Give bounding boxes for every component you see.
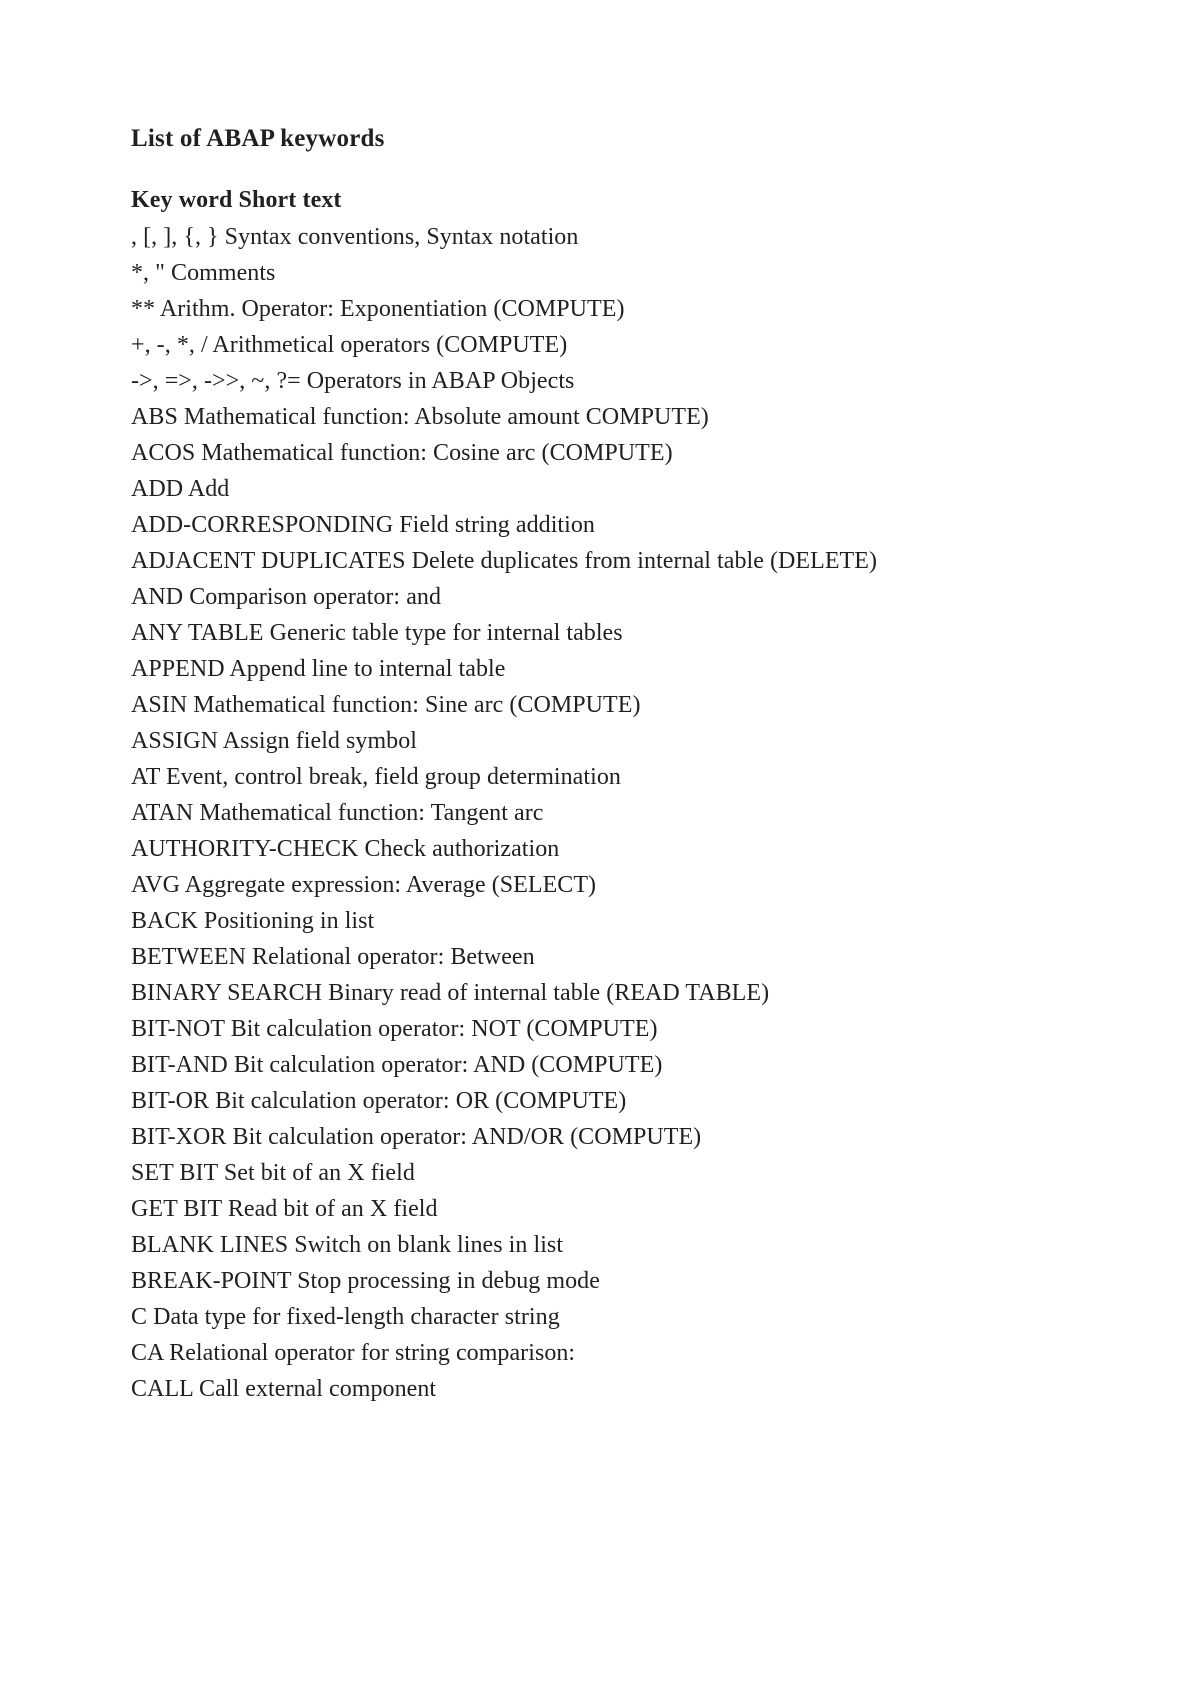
keyword-entry: AT Event, control break, field group determination [131, 764, 621, 790]
keyword-entry: ASIN Mathematical function: Sine arc (COMPUTE) [131, 692, 641, 718]
keyword-entry: BIT-AND Bit calculation operator: AND (COMPUTE) [131, 1052, 663, 1078]
keyword-entry: CALL Call external component [131, 1376, 437, 1402]
section-heading: Key word Short text [131, 187, 342, 213]
keyword-entry: C Data type for fixed-length character string [131, 1304, 560, 1330]
keyword-entry: AVG Aggregate expression: Average (SELECT) [131, 872, 597, 898]
keyword-entry: BACK Positioning in list [131, 908, 375, 934]
keyword-entry: BIT-OR Bit calculation operator: OR (COMPUTE) [131, 1088, 627, 1114]
keyword-entry: , [, ], {, } Syntax conventions, Syntax notation [131, 224, 579, 250]
keyword-entry: ADD-CORRESPONDING Field string addition [131, 512, 595, 538]
keyword-entry: BLANK LINES Switch on blank lines in list [131, 1232, 564, 1258]
page-title: List of ABAP keywords [131, 125, 385, 152]
keyword-entry: BINARY SEARCH Binary read of internal table (READ TABLE) [131, 980, 770, 1006]
keyword-entry: ADD Add [131, 476, 230, 502]
keyword-entry: AUTHORITY-CHECK Check authorization [131, 836, 560, 862]
keyword-entry: ACOS Mathematical function: Cosine arc (COMPUTE) [131, 440, 673, 466]
keyword-entry: BIT-XOR Bit calculation operator: AND/OR (COMPUTE) [131, 1124, 702, 1150]
keyword-entry: ANY TABLE Generic table type for internal tables [131, 620, 623, 646]
keyword-entry: BIT-NOT Bit calculation operator: NOT (COMPUTE) [131, 1016, 658, 1042]
keyword-entry: BETWEEN Relational operator: Between [131, 944, 535, 970]
keyword-entry: ATAN Mathematical function: Tangent arc [131, 800, 544, 826]
keyword-entry: ADJACENT DUPLICATES Delete duplicates from internal table (DELETE) [131, 548, 878, 574]
title-spacer [131, 151, 1071, 188]
document-content [131, 126, 1071, 1407]
keyword-entry: GET BIT Read bit of an X field [131, 1196, 438, 1222]
keyword-entry: ** Arithm. Operator: Exponentiation (COMPUTE) [131, 296, 625, 322]
keyword-entry: +, -, *, / Arithmetical operators (COMPUTE) [131, 332, 568, 358]
keyword-entry: APPEND Append line to internal table [131, 656, 506, 682]
keyword-entry: *, " Comments [131, 260, 276, 286]
keyword-entry: SET BIT Set bit of an X field [131, 1160, 415, 1186]
keyword-list [131, 219, 1071, 1407]
keyword-entry: ABS Mathematical function: Absolute amount COMPUTE) [131, 404, 709, 430]
keyword-entry: AND Comparison operator: and [131, 584, 442, 610]
keyword-entry: CA Relational operator for string comparison: [131, 1340, 576, 1366]
keyword-entry: ->, =>, ->>, ~, ?= Operators in ABAP Objects [131, 368, 575, 394]
keyword-entry: ASSIGN Assign field symbol [131, 728, 417, 754]
keyword-entry: BREAK-POINT Stop processing in debug mode [131, 1268, 600, 1294]
